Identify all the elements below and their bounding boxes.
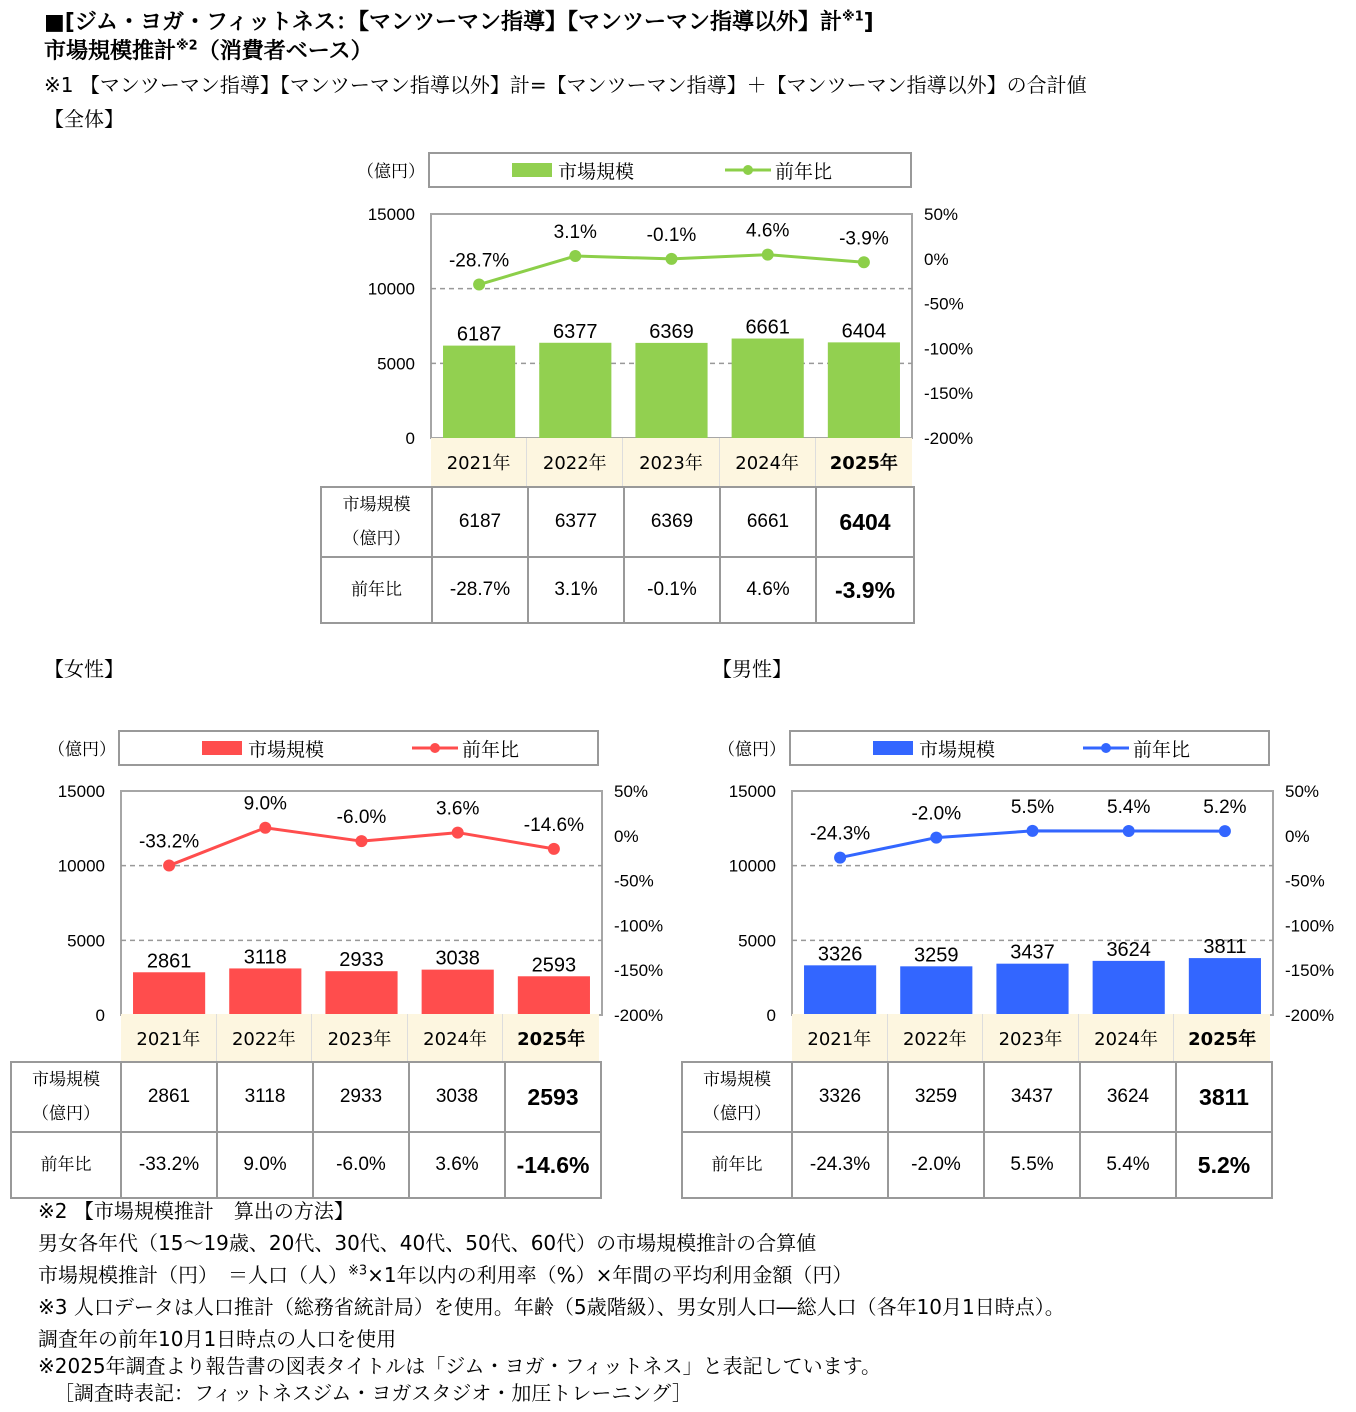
table-cell: 6187 xyxy=(432,487,528,557)
legend-bar-label: 市場規模 xyxy=(919,738,996,761)
y-tick-right: -150% xyxy=(924,384,974,404)
y-tick-right: -200% xyxy=(924,429,974,445)
y-tick-right: 50% xyxy=(614,782,649,801)
yoy-point xyxy=(666,253,678,265)
yoy-label: -33.2% xyxy=(138,831,200,853)
y-tick-right: 50% xyxy=(1285,782,1320,801)
footnote-3-line1: ※3 人口データは人口推計（総務省統計局）を使用。年齢（5歳階級）、男女別人口―総人口（各年10月1日時点）。 xyxy=(38,1295,1065,1319)
table-cell: -2.0% xyxy=(888,1132,984,1198)
table-cell: -24.3% xyxy=(792,1132,888,1198)
bar-label: 3259 xyxy=(914,944,959,967)
bar-label: 6369 xyxy=(649,320,694,343)
yoy-label: -6.0% xyxy=(336,807,387,829)
y-tick-left: 5000 xyxy=(738,931,776,951)
legend-bar-label: 市場規模 xyxy=(248,738,325,761)
table-cell: 4.6% xyxy=(720,557,816,623)
yoy-label: -3.9% xyxy=(839,228,889,250)
bar xyxy=(732,339,804,438)
unit-label: （億円） xyxy=(48,740,116,760)
table-cell: 2861 xyxy=(121,1062,217,1132)
yoy-label: 3.6% xyxy=(436,798,480,820)
footnote-2-line2: 市場規模推計（円） ＝人口（人）$^{※3}$×1年以内の利用率（%）×年間の平均利用金額（円） xyxy=(38,1263,853,1287)
x-category-label: 2022年 xyxy=(888,1014,984,1062)
legend-line-label: 前年比 xyxy=(462,738,520,761)
y-tick-right: -100% xyxy=(924,339,974,359)
table-cell-highlight: -14.6% xyxy=(505,1132,601,1198)
page-title: ■[ジム・ヨガ・フィットネス：【マンツーマン指導】【マンツーマン指導以外】計$^{※1}$] xyxy=(44,9,874,35)
unit-label: （億円） xyxy=(718,740,786,760)
y-tick-right: -100% xyxy=(1285,916,1335,936)
bar xyxy=(518,976,590,1015)
table-label-size: 市場規模 （億円） xyxy=(321,487,432,557)
table-cell: 3259 xyxy=(888,1062,984,1132)
bar-label: 2861 xyxy=(146,950,192,973)
legend-line-swatch xyxy=(725,163,771,177)
chart-total xyxy=(330,195,1010,445)
yoy-label: 5.2% xyxy=(1203,797,1247,819)
x-category-label: 2023年 xyxy=(312,1014,408,1062)
footnote-5: ［調査時表記：フィットネスジム・ヨガスタジオ・加圧トレーニング］ xyxy=(54,1381,692,1405)
table-cell: -33.2% xyxy=(121,1132,217,1198)
bar xyxy=(229,968,301,1015)
y-tick-right: -150% xyxy=(1285,961,1335,981)
y-tick-right: -50% xyxy=(1285,871,1325,891)
y-tick-left: 15000 xyxy=(57,782,105,801)
table-cell: 3118 xyxy=(217,1062,313,1132)
table-label-yoy: 前年比 xyxy=(682,1132,792,1198)
y-tick-left: 0 xyxy=(95,1006,105,1022)
page-subtitle: 市場規模推計$^{※2}$（消費者ベース） xyxy=(44,38,373,64)
legend-bar-swatch xyxy=(873,741,913,755)
bar xyxy=(422,970,494,1015)
yoy-label: 5.5% xyxy=(1010,796,1055,818)
yoy-point xyxy=(834,852,846,864)
bar-label: 2593 xyxy=(531,954,577,977)
y-tick-left: 5000 xyxy=(377,354,415,374)
x-category-label: 2022年 xyxy=(217,1014,313,1062)
table-cell: 9.0% xyxy=(217,1132,313,1198)
bar xyxy=(635,343,707,438)
table-cell: -28.7% xyxy=(432,557,528,623)
legend-bar-swatch xyxy=(512,163,552,177)
section-title-female: 【女性】 xyxy=(44,657,124,681)
yoy-point xyxy=(163,860,175,872)
y-tick-right: -100% xyxy=(614,916,664,936)
x-category-label: 2022年 xyxy=(527,438,623,486)
bar-label: 6187 xyxy=(456,323,502,346)
x-category-label: 2024年 xyxy=(1079,1014,1175,1062)
bar xyxy=(325,971,397,1015)
yoy-label: 4.6% xyxy=(746,220,790,242)
x-category-label: 2025年 xyxy=(503,1014,599,1062)
table-label-yoy: 前年比 xyxy=(11,1132,121,1198)
yoy-point xyxy=(762,249,774,261)
bar-label: 3811 xyxy=(1203,936,1247,959)
table-cell: 3624 xyxy=(1080,1062,1176,1132)
yoy-label: -14.6% xyxy=(523,814,585,836)
table-cell: 3.6% xyxy=(409,1132,505,1198)
yoy-label: 3.1% xyxy=(553,222,597,244)
table-cell: 3.1% xyxy=(528,557,624,623)
bar xyxy=(443,346,515,438)
y-tick-left: 0 xyxy=(405,429,415,445)
y-tick-left: 10000 xyxy=(728,856,776,876)
yoy-point xyxy=(930,832,942,844)
x-category-label: 2025年 xyxy=(1174,1014,1270,1062)
y-tick-right: -200% xyxy=(614,1006,664,1022)
bar-label: 3437 xyxy=(1010,941,1055,964)
year-row-male xyxy=(792,1014,1270,1062)
chart-male xyxy=(691,772,1351,1022)
y-tick-left: 15000 xyxy=(367,205,415,224)
yoy-label: 5.4% xyxy=(1107,796,1151,818)
x-category-label: 2024年 xyxy=(408,1014,504,1062)
yoy-point xyxy=(259,822,271,834)
section-title-total: 【全体】 xyxy=(44,107,124,131)
footnote-3-line2: 調査年の前年10月1日時点の人口を使用 xyxy=(38,1327,397,1351)
y-tick-right: -150% xyxy=(614,961,664,981)
yoy-point xyxy=(356,835,368,847)
y-tick-right: -200% xyxy=(1285,1006,1335,1022)
y-tick-right: 50% xyxy=(924,205,959,224)
y-tick-right: -50% xyxy=(614,871,654,891)
yoy-point xyxy=(1027,825,1039,837)
x-category-label: 2025年 xyxy=(816,438,912,486)
table-label-size: 市場規模 （億円） xyxy=(11,1062,121,1132)
footnote-2-line1: 男女各年代（15～19歳、20代、30代、40代、50代、60代）の市場規模推計の合算値 xyxy=(38,1231,817,1255)
y-tick-left: 5000 xyxy=(67,931,105,951)
yoy-label: -2.0% xyxy=(911,803,962,825)
yoy-point xyxy=(548,843,560,855)
bar xyxy=(804,965,876,1015)
year-row-total xyxy=(431,438,912,486)
bar-label: 3624 xyxy=(1106,938,1151,961)
x-category-label: 2023年 xyxy=(983,1014,1079,1062)
bar xyxy=(539,343,611,438)
legend-line-label: 前年比 xyxy=(775,160,833,183)
y-tick-left: 0 xyxy=(766,1006,776,1022)
table-cell-highlight: 3811 xyxy=(1176,1062,1272,1132)
table-cell: 6369 xyxy=(624,487,720,557)
data-table-female xyxy=(10,1061,602,1199)
legend-line-swatch xyxy=(412,741,458,755)
y-tick-right: 0% xyxy=(1285,826,1310,846)
table-cell: -6.0% xyxy=(313,1132,409,1198)
yoy-point xyxy=(1219,825,1231,837)
chart-legend xyxy=(428,152,912,188)
bar-label: 6377 xyxy=(553,320,598,343)
legend-line-swatch xyxy=(1083,741,1129,755)
table-cell: 6377 xyxy=(528,487,624,557)
bar-label: 3038 xyxy=(435,947,480,970)
bar xyxy=(996,964,1068,1015)
footnote-4: ※2025年調査より報告書の図表タイトルは「ジム・ヨガ・フィットネス」と表記しています。 xyxy=(38,1354,882,1378)
yoy-point xyxy=(569,250,581,262)
table-cell-highlight: 5.2% xyxy=(1176,1132,1272,1198)
yoy-label: -28.7% xyxy=(448,250,510,272)
table-cell: 3437 xyxy=(984,1062,1080,1132)
year-row-female xyxy=(121,1014,599,1062)
table-cell: 5.5% xyxy=(984,1132,1080,1198)
data-table-male xyxy=(681,1061,1273,1199)
table-cell: 2933 xyxy=(313,1062,409,1132)
table-cell-highlight: 2593 xyxy=(505,1062,601,1132)
table-label-yoy: 前年比 xyxy=(321,557,432,623)
bar-label: 3326 xyxy=(817,943,863,966)
unit-label: （億円） xyxy=(357,162,425,182)
chart-legend xyxy=(789,730,1270,766)
yoy-label: 9.0% xyxy=(243,793,287,815)
bar xyxy=(900,966,972,1015)
chart-legend xyxy=(118,730,599,766)
table-cell: 3038 xyxy=(409,1062,505,1132)
y-tick-left: 10000 xyxy=(367,279,415,299)
legend-bar-swatch xyxy=(202,741,242,755)
x-category-label: 2024年 xyxy=(720,438,816,486)
legend-bar-label: 市場規模 xyxy=(558,160,635,183)
bar xyxy=(1189,958,1261,1015)
yoy-point xyxy=(858,256,870,268)
footnote-2-title: ※2 【市場規模推計 算出の方法】 xyxy=(38,1199,354,1223)
y-tick-left: 10000 xyxy=(57,856,105,876)
x-category-label: 2021年 xyxy=(792,1014,888,1062)
bar xyxy=(133,972,205,1015)
yoy-label: -24.3% xyxy=(809,823,871,845)
yoy-point xyxy=(473,279,485,291)
x-category-label: 2021年 xyxy=(431,438,527,486)
y-tick-right: 0% xyxy=(614,826,639,846)
x-category-label: 2023年 xyxy=(623,438,719,486)
x-category-label: 2021年 xyxy=(121,1014,217,1062)
yoy-point xyxy=(452,827,464,839)
yoy-point xyxy=(1123,825,1135,837)
table-cell-highlight: -3.9% xyxy=(816,557,914,623)
y-tick-right: -50% xyxy=(924,294,964,314)
table-cell: 5.4% xyxy=(1080,1132,1176,1198)
bar-label: 3118 xyxy=(243,946,287,969)
bar-label: 6661 xyxy=(745,316,790,339)
bar-label: 6404 xyxy=(841,320,887,343)
bar xyxy=(828,342,900,438)
table-cell: 3326 xyxy=(792,1062,888,1132)
data-table-total xyxy=(320,486,915,624)
yoy-label: -0.1% xyxy=(646,224,697,246)
y-tick-left: 15000 xyxy=(728,782,776,801)
table-cell: -0.1% xyxy=(624,557,720,623)
y-tick-right: 0% xyxy=(924,249,949,269)
bar-label: 2933 xyxy=(339,949,384,972)
legend-line-label: 前年比 xyxy=(1133,738,1191,761)
chart-female xyxy=(20,772,680,1022)
table-cell-highlight: 6404 xyxy=(816,487,914,557)
bar xyxy=(1093,961,1165,1015)
section-title-male: 【男性】 xyxy=(712,657,792,681)
table-label-size: 市場規模 （億円） xyxy=(682,1062,792,1132)
table-cell: 6661 xyxy=(720,487,816,557)
note-1: ※1 【マンツーマン指導】【マンツーマン指導以外】計=【マンツーマン指導】＋【マンツーマン指導以外】の合計値 xyxy=(44,73,1087,97)
